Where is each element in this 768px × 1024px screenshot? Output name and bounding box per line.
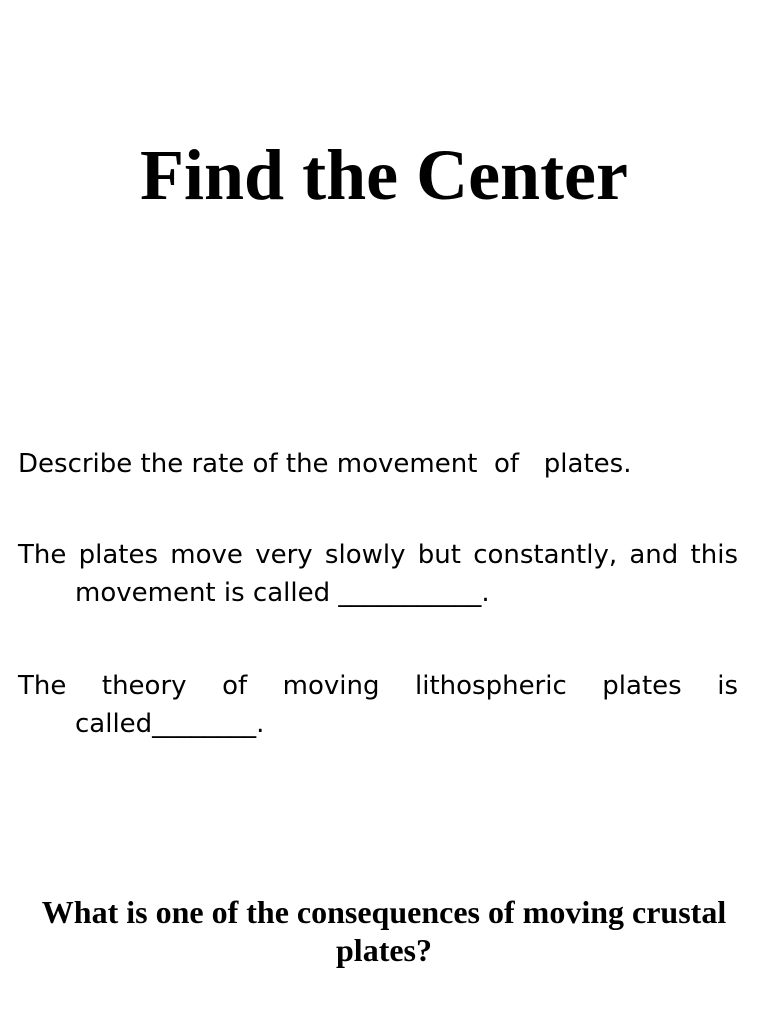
fill-in-blank-theory: The theory of moving lithospheric plates is called________.	[18, 671, 738, 739]
slide-title: Find the Center	[140, 135, 628, 215]
fill-in-blank-movement: The plates move very slowly but constantly, and this movement is called ___________.	[18, 540, 738, 608]
prompt-rate-of-movement: Describe the rate of the movement of plates.	[18, 449, 632, 479]
consequences-question: What is one of the consequences of moving crustal plates?	[41, 894, 727, 968]
